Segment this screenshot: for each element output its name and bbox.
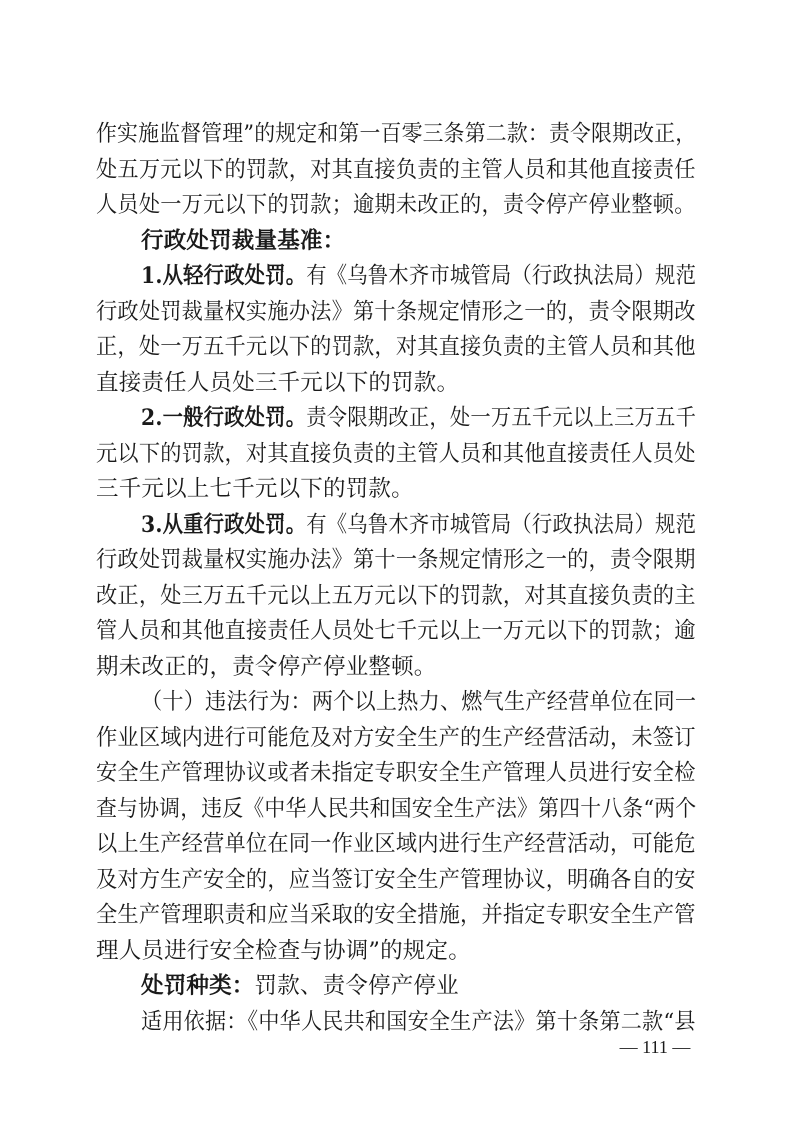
body-text: 人员处一万元以下的罚款；逾期未改正的，责令停产停业整顿。 xyxy=(96,192,696,218)
body-text: 安全生产管理协议或者未指定专职安全生产管理人员进行安全检 xyxy=(96,760,696,786)
body-text: 期未改正的，责令停产停业整顿。 xyxy=(96,654,437,680)
body-text: 查与协调，违反《中华人民共和国安全生产法》第四十八条“两个 xyxy=(96,796,697,822)
body-text: 全生产管理职责和应当采取的安全措施，并指定专职安全生产管 xyxy=(96,902,696,928)
bold-heading-text: 2.一般行政处罚。 xyxy=(141,405,307,431)
body-text: 作实施监督管理”的规定和第一百零三条第二款：责令限期改正， xyxy=(96,121,697,147)
body-text: 罚款、责令停产停业 xyxy=(254,973,459,999)
body-text: 管人员和其他直接责任人员处七千元以上一万元以下的罚款；逾 xyxy=(96,618,696,644)
body-text: 责令限期改正，处一万五千元以上三万五千 xyxy=(306,405,697,431)
body-text: （十）违法行为：两个以上热力、燃气生产经营单位在同一 xyxy=(141,689,697,715)
bold-heading-text: 行政处罚裁量基准： xyxy=(141,228,346,254)
body-text: 作业区域内进行可能危及对方安全生产的生产经营活动，未签订 xyxy=(96,725,696,751)
body-text: 适用依据：《中华人民共和国安全生产法》第十条第二款“县 xyxy=(141,1009,696,1035)
body-text: 直接责任人员处三千元以下的罚款。 xyxy=(96,370,460,396)
body-text: 元以下的罚款，对其直接负责的主管人员和其他直接责任人员处 xyxy=(96,441,696,467)
body-text: 正，处一万五千元以下的罚款，对其直接负责的主管人员和其他 xyxy=(96,334,696,360)
body-text: 行政处罚裁量权实施办法》第十条规定情形之一的，责令限期改 xyxy=(96,299,696,325)
body-text: 行政处罚裁量权实施办法》第十一条规定情形之一的，责令限期 xyxy=(96,547,696,573)
bold-heading-text: 处罚种类： xyxy=(141,973,255,999)
body-text: 改正，处三万五千元以上五万元以下的罚款，对其直接负责的主 xyxy=(96,583,696,609)
body-text: 三千元以上七千元以下的罚款。 xyxy=(96,476,414,502)
body-text: 及对方生产安全的，应当签订安全生产管理协议，明确各自的安 xyxy=(96,867,696,893)
text-line xyxy=(141,1000,696,1044)
body-text: 处五万元以下的罚款，对其直接负责的主管人员和其他直接责任 xyxy=(96,157,696,183)
body-text: 有《乌鲁木齐市城管局（行政执法局）规范 xyxy=(306,512,697,538)
page-number: — 111 — xyxy=(619,1037,691,1057)
bold-heading-text: 3.从重行政处罚。 xyxy=(141,512,307,538)
body-text: 理人员进行安全检查与协调”的规定。 xyxy=(96,938,471,964)
bold-heading-text: 1.从轻行政处罚。 xyxy=(141,263,307,289)
body-text: 有《乌鲁木齐市城管局（行政执法局）规范 xyxy=(306,263,697,289)
body-text: 以上生产经营单位在同一作业区域内进行生产经营活动，可能危 xyxy=(96,831,696,857)
